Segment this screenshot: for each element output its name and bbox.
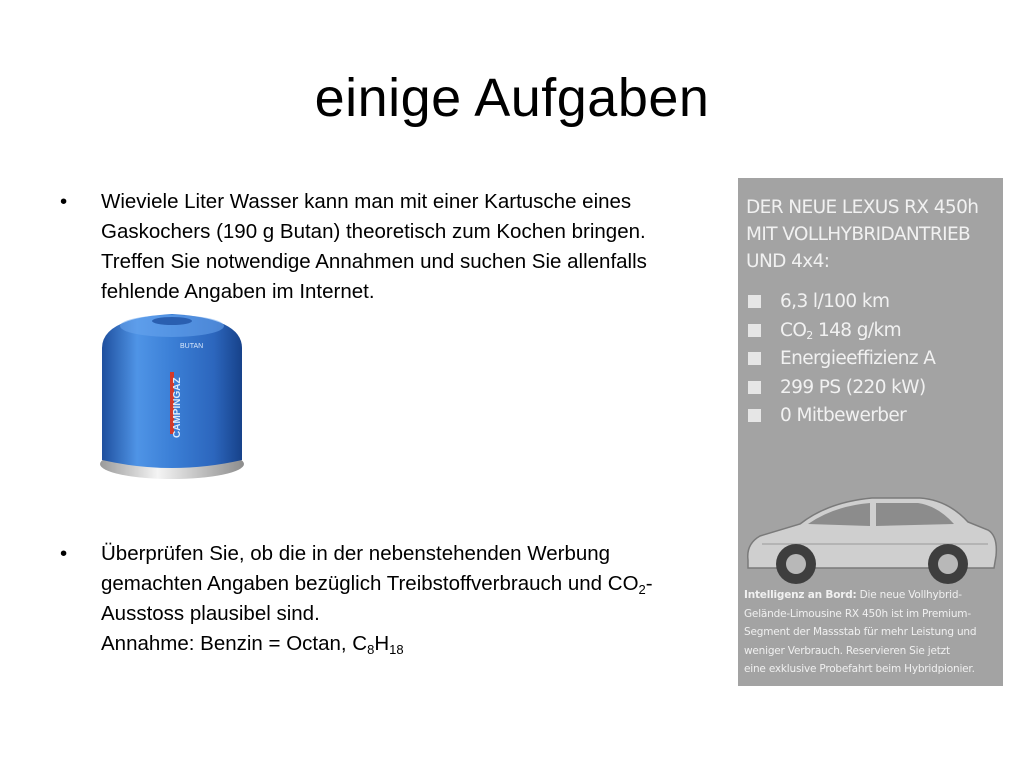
ad-feature-list xyxy=(746,288,1001,431)
bullet-text: Wieviele Liter Wasser kann man mit einer Kartusche eines Gaskochers (190 g Butan) theoretisch zum Kochen bringen. Treffen Sie notwendige Annahmen und suchen Sie allenfalls fehlende Angaben im Internet. xyxy=(101,190,647,303)
ad-feature-item: Energieeffizienz A xyxy=(746,345,1001,374)
ad-body-text: Intelligenz an Bord: Die neue Vollhybrid- Gelände-Limousine RX 450h ist im Premium- Segment der Massstab für mehr Leistung und weniger Verbrauch. Reservieren Sie jetzt eine exklusive Probefahrt beim Hybridpionier. xyxy=(744,589,977,675)
lexus-advertisement-image xyxy=(738,178,1003,686)
bullet-marker: • xyxy=(60,542,68,565)
car-image xyxy=(742,486,1000,590)
bullet-marker: • xyxy=(60,190,68,213)
gas-cartridge-image xyxy=(96,310,248,482)
bullet-text: Überprüfen Sie, ob die in der nebenstehenden Werbung gemachten Angaben bezüglich Treibstoffverbrauch und $CO_2$-Ausstoss plausibel sind. Annahme: Benzin = Octan, $C_8H_{18}$ xyxy=(101,542,653,657)
canister-brand-text: CAMPINGAZ xyxy=(172,377,183,438)
canister-label-text: BUTAN xyxy=(180,343,204,350)
ad-feature-item: 299 PS (220 kW) xyxy=(746,374,1001,403)
slide-title: einige Aufgaben xyxy=(314,68,710,128)
ad-feature-item: 6,3 l/100 km xyxy=(746,288,1001,317)
ad-headline: DER NEUE LEXUS RX 450h MIT VOLLHYBRIDANTRIEB UND 4x4: xyxy=(746,197,979,272)
ad-feature-item: 0 Mitbewerber xyxy=(746,402,1001,431)
ad-feature-item: $CO_2$ 148 g/km xyxy=(746,317,1001,346)
